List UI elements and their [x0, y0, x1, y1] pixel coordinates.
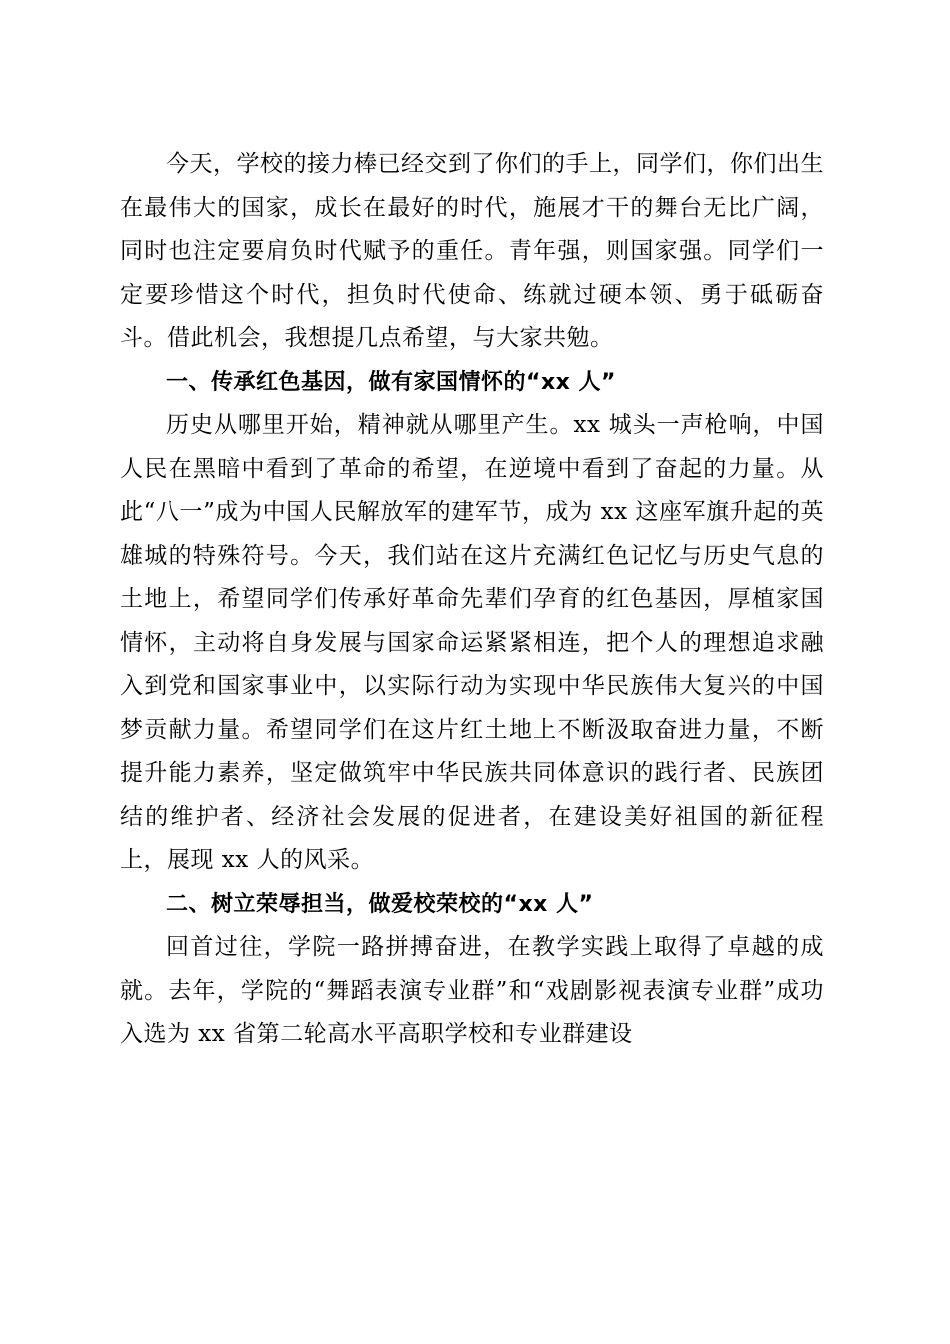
section-2-heading: 二、树立荣辱担当，做爱校荣校的“xx 人” [166, 891, 594, 917]
document-page [120, 143, 824, 1057]
section-1-body: 历史从哪里开始，精神就从哪里产生。xx 城头一声枪响，中国人民在黑暗中看到了革命的希望，在逆境中看到了奋起的力量。从此“八一”成为中国人民解放军的建军节，成为 xx 这座军旗升起的英雄城的特殊符号。今天，我们站在这片充满红色记忆与历史气息的土地上，希望同学们传承好革命先辈们孕育的红色基因，厚植家国情怀，主动将自身发展与国家命运紧紧相连，把个人的理想追求融入到党和国家事业中，以实际行动为实现中华民族伟大复兴的中国梦贡献力量。希望同学们在这片红土地上不断汲取奋进力量，不断提升能力素养，坚定做筑牢中华民族共同体意识的践行者、民族团结的维护者、经济社会发展的促进者，在建设美好祖国的新征程上，展现 xx 人的风采。 [120, 412, 824, 873]
intro-paragraph: 今天，学校的接力棒已经交到了你们的手上，同学们，你们出生在最伟大的国家，成长在最好的时代，施展才干的舞台无比广阔，同时也注定要肩负时代赋予的重任。青年强，则国家强。同学们一定要珍惜这个时代，担负时代使命、练就过硬本领、勇于砥砺奋斗。借此机会，我想提几点希望，与大家共勉。 [120, 151, 824, 351]
section-1-heading: 一、传承红色基因，做有家国情怀的“xx 人” [166, 369, 616, 395]
section-2-body: 回首过往，学院一路拼搏奋进，在教学实践上取得了卓越的成就。去年，学院的“舞蹈表演专业群”和“戏剧影视表演专业群”成功入选为 xx 省第二轮高水平高职学校和专业群建设 [120, 934, 824, 1047]
